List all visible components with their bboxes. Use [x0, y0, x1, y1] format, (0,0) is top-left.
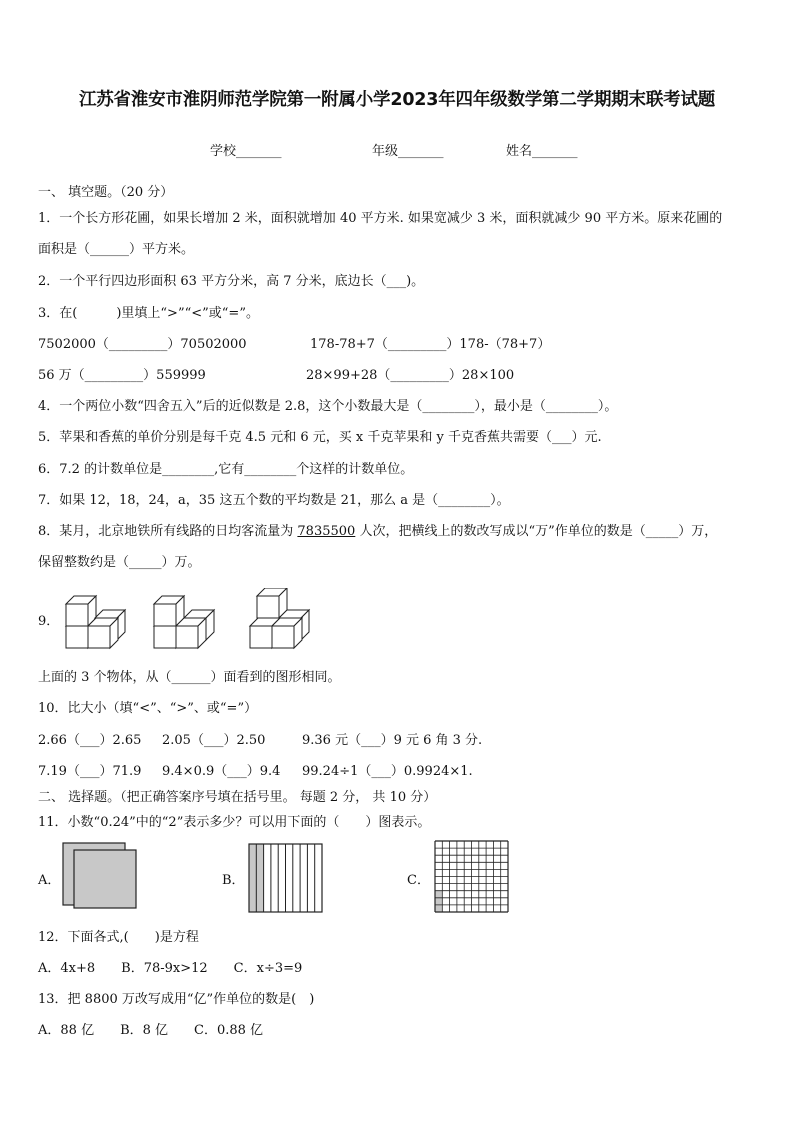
- q13-stem: 13．把 8800 万改写成用“亿”作单位的数是( ): [38, 992, 315, 1007]
- q11-option-b-label: B．: [222, 873, 245, 888]
- q8-line2: 保留整数约是（_____）万。: [38, 555, 201, 570]
- name-field: 姓名_______: [506, 144, 578, 159]
- q3-b: 178-78+7（_________）178-（78+7）: [310, 337, 551, 352]
- q3-a: 7502000（_________）70502000: [38, 337, 247, 352]
- q10-r1-c: 9.36 元（___）9 元 6 角 3 分.: [302, 733, 483, 748]
- q10-r2-a: 7.19（___）71.9: [38, 764, 142, 779]
- q3-stem: 3．在( )里填上“>”“<”或“=”。: [38, 306, 259, 321]
- q10-r1-b: 2.05（___）2.50: [162, 733, 266, 748]
- section-1-heading: 一、 填空题。（20 分）: [38, 185, 174, 200]
- q9-figure-3: [250, 588, 309, 648]
- q3-c: 56 万（_________）559999: [38, 368, 206, 383]
- q9-text: 上面的 3 个物体，从（______）面看到的图形相同。: [38, 670, 341, 685]
- page-title: 江苏省淮安市淮阴师范学院第一附属小学2023年四年级数学第二学期期末联考试题: [78, 90, 716, 110]
- q9-label: 9．: [38, 614, 60, 629]
- q3-d: 28×99+28（_________）28×100: [306, 368, 515, 383]
- grid-shaded-cell: [435, 891, 442, 898]
- q9-figure-1: [66, 596, 125, 648]
- q12-stem: 12．下面各式,( )是方程: [38, 930, 199, 945]
- q8-line1: [38, 520, 717, 539]
- q8-underlined-number: 7835500: [297, 524, 356, 539]
- q11-stem: 11．小数“0.24”中的“2”表示多少？可以用下面的（ ）图表示。: [38, 815, 431, 830]
- q10-r1-a: 2.66（___）2.65: [38, 733, 142, 748]
- q11-figure-c: [434, 840, 510, 914]
- school-field: 学校_______: [210, 144, 282, 159]
- grade-field: 年级_______: [372, 144, 444, 159]
- q1-line2: 面积是（______）平方米。: [38, 242, 195, 257]
- q4: 4．一个两位小数“四舍五入”后的近似数是 2.8，这个小数最大是（________），最小是（________）。: [38, 399, 618, 414]
- q11-option-a-label: A．: [38, 873, 61, 888]
- q9-figure-2: [154, 596, 214, 648]
- q12-options: A．4x+8 B．78-9x>12 C．x÷3=9: [38, 961, 303, 976]
- q6: 6．7.2 的计数单位是________,它有________个这样的计数单位。: [38, 462, 414, 477]
- grid-shaded-cell: [435, 898, 442, 905]
- q8-text-a: 8．某月，北京地铁所有线路的日均客流量为: [38, 524, 298, 539]
- q1-line1: 1．一个长方形花圃，如果长增加 2 米，面积就增加 40 平方米. 如果宽减少 3 米，面积就减少 90 平方米。原来花圃的: [38, 211, 723, 226]
- q8-text-b: 人次，把横线上的数改写成以“万”作单位的数是（_____）万，: [355, 524, 718, 539]
- q11-figure-b: [248, 843, 324, 913]
- q2: 2．一个平行四边形面积 63 平方分米，高 7 分米，底边长（___)。: [38, 274, 425, 289]
- q11-figure-a: [62, 842, 142, 910]
- grid-shaded-cell: [435, 905, 442, 912]
- q9-cube-figures: [60, 588, 320, 652]
- section-2-heading: 二、 选择题。（把正确答案序号填在括号里。 每题 2 分， 共 10 分）: [38, 790, 437, 805]
- q10-r2-b: 9.4×0.9（___）9.4: [162, 764, 281, 779]
- q13-options: A．88 亿 B．8 亿 C．0.88 亿: [38, 1023, 264, 1038]
- q11-option-c-label: C．: [407, 873, 430, 888]
- q5: 5．苹果和香蕉的单价分别是每千克 4.5 元和 6 元，买 x 千克苹果和 y 千克香蕉共需要（___）元.: [38, 430, 602, 445]
- q7: 7．如果 12，18，24，a，35 这五个数的平均数是 21，那么 a 是（________）。: [38, 493, 510, 508]
- q10-r2-c: 99.24÷1（___）0.9924×1.: [302, 764, 473, 779]
- q10-stem: 10．比大小（填“<”、“>”、或“=”）: [38, 701, 258, 716]
